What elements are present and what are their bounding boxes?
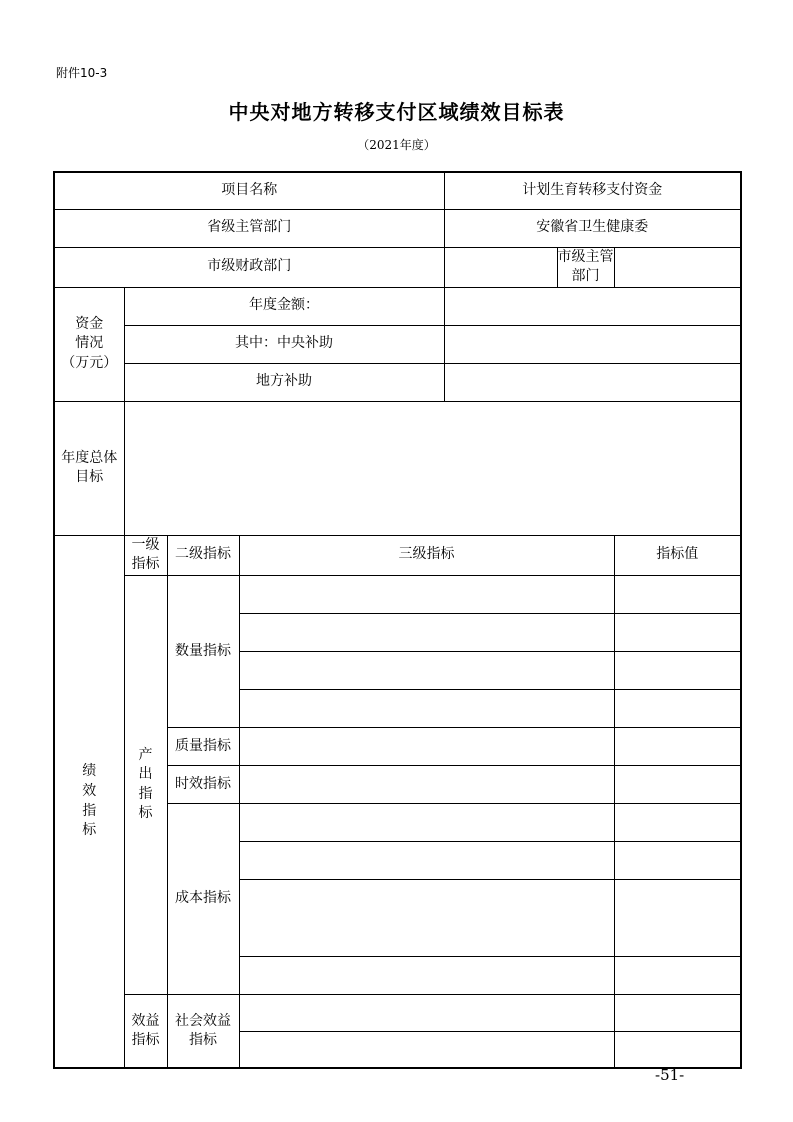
- level3-cell[interactable]: [239, 994, 614, 1031]
- annual-goal-label: [54, 401, 124, 535]
- value-cell[interactable]: [614, 841, 741, 879]
- value-cell[interactable]: [614, 994, 741, 1031]
- funds-label-line3: （万元）: [61, 354, 118, 371]
- city-finance-label: 市级财政部门: [54, 247, 444, 287]
- header-level2: 二级指标: [167, 535, 239, 575]
- level3-cell[interactable]: [239, 956, 614, 994]
- annual-goal-label-line2: 目标: [75, 469, 104, 486]
- funds-label-line1: 资金: [75, 315, 104, 332]
- output-indicator-label: [124, 575, 167, 994]
- level3-cell[interactable]: [239, 689, 614, 727]
- annual-goal-label-line1: 年度总体: [61, 449, 118, 466]
- performance-indicator-label: [54, 535, 124, 1068]
- level3-cell[interactable]: [239, 1031, 614, 1068]
- funds-row-central: [54, 325, 741, 363]
- project-name-label: 项目名称: [54, 172, 444, 209]
- level3-cell[interactable]: [239, 803, 614, 841]
- city-dept-row: [54, 247, 741, 287]
- perf-char: 效: [82, 782, 97, 799]
- benefit-indicator-label: [124, 994, 167, 1068]
- perf-char: 标: [82, 822, 97, 839]
- social-line1: 社会效益: [175, 1012, 231, 1029]
- project-name-value[interactable]: 计划生育转移支付资金: [444, 172, 741, 209]
- annual-amount-value[interactable]: [444, 287, 741, 325]
- output-char: 产: [138, 746, 153, 763]
- city-dept-label-cell: [557, 247, 614, 287]
- city-dept-value[interactable]: [614, 247, 741, 287]
- header-indicator-value: 指标值: [614, 535, 741, 575]
- output-char: 标: [138, 805, 153, 822]
- benefit-line2: 指标: [131, 1032, 160, 1049]
- level3-cell[interactable]: [239, 575, 614, 613]
- provincial-dept-label: 省级主管部门: [54, 209, 444, 247]
- project-name-row: [54, 172, 741, 209]
- header-level1: [124, 535, 167, 575]
- header-level3: 三级指标: [239, 535, 614, 575]
- level3-cell[interactable]: [239, 651, 614, 689]
- performance-target-table: [53, 171, 742, 1069]
- level3-cell[interactable]: [239, 613, 614, 651]
- provincial-dept-row: [54, 209, 741, 247]
- perf-char: 绩: [82, 763, 97, 780]
- header-level1-line1: 一级: [131, 536, 160, 553]
- value-cell[interactable]: [614, 1031, 741, 1068]
- indicator-header-row: [54, 535, 741, 575]
- page-subtitle: （2021年度）: [357, 138, 436, 152]
- city-finance-value[interactable]: [444, 247, 557, 287]
- central-subsidy-value[interactable]: [444, 325, 741, 363]
- quality-indicator-label: 质量指标: [167, 727, 239, 765]
- city-dept-label: 市级主管部门: [557, 248, 614, 285]
- output-char: 指: [138, 785, 153, 802]
- quantity-indicator-label: 数量指标: [167, 575, 239, 727]
- value-cell[interactable]: [614, 765, 741, 803]
- local-subsidy-label: 地方补助: [124, 363, 444, 401]
- indicator-row: [54, 575, 741, 613]
- level3-cell[interactable]: [239, 841, 614, 879]
- level3-cell[interactable]: [239, 879, 614, 956]
- level3-cell[interactable]: [239, 765, 614, 803]
- social-line2: 指标: [189, 1032, 217, 1049]
- header-level1-line2: 指标: [131, 556, 160, 573]
- local-subsidy-value[interactable]: [444, 363, 741, 401]
- page-title: 中央对地方转移支付区域绩效目标表: [228, 100, 565, 124]
- page-number: -51-: [655, 1066, 685, 1084]
- central-subsidy-label: 其中：中央补助: [124, 325, 444, 363]
- annual-goal-row: [54, 401, 741, 535]
- value-cell[interactable]: [614, 613, 741, 651]
- value-cell[interactable]: [614, 575, 741, 613]
- perf-char: 指: [82, 802, 97, 819]
- indicator-row: [54, 994, 741, 1031]
- funds-row-annual: [54, 287, 741, 325]
- timeliness-indicator-label: 时效指标: [167, 765, 239, 803]
- social-benefit-indicator-label: [167, 994, 239, 1068]
- funds-label: [54, 287, 124, 401]
- annual-amount-label: 年度金额：: [124, 287, 444, 325]
- value-cell[interactable]: [614, 879, 741, 956]
- value-cell[interactable]: [614, 956, 741, 994]
- funds-label-line2: 情况: [75, 335, 104, 352]
- funds-row-local: [54, 363, 741, 401]
- value-cell[interactable]: [614, 689, 741, 727]
- value-cell[interactable]: [614, 727, 741, 765]
- value-cell[interactable]: [614, 803, 741, 841]
- value-cell[interactable]: [614, 651, 741, 689]
- cost-indicator-label: 成本指标: [167, 803, 239, 994]
- annual-goal-content[interactable]: [124, 401, 741, 535]
- attachment-number: 附件10-3: [56, 66, 108, 80]
- benefit-line1: 效益: [131, 1012, 160, 1029]
- level3-cell[interactable]: [239, 727, 614, 765]
- output-char: 出: [138, 766, 153, 783]
- provincial-dept-value[interactable]: 安徽省卫生健康委: [444, 209, 741, 247]
